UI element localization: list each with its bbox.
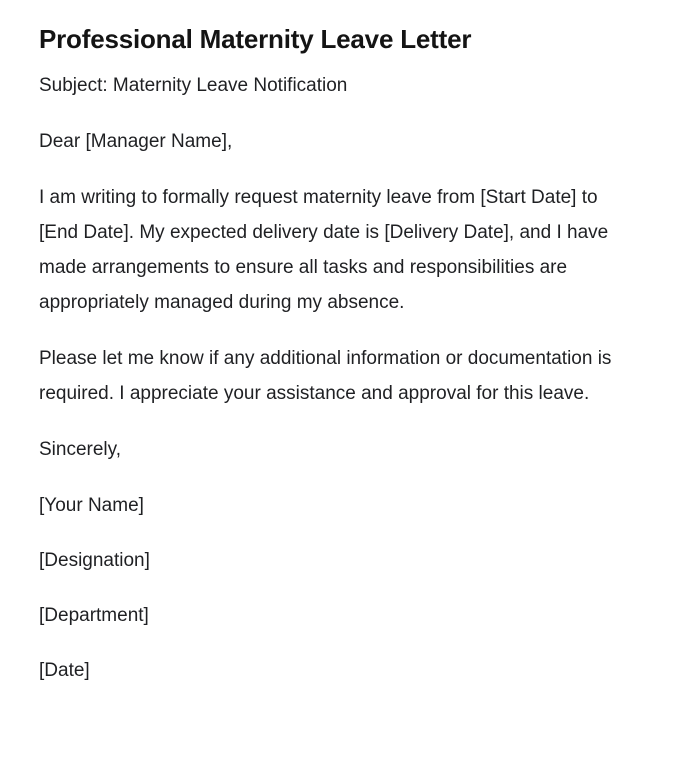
subject-line: Subject: Maternity Leave Notification: [39, 75, 348, 96]
signature-designation: [Designation]: [39, 550, 150, 571]
body-paragraph-2: Please let me know if any additional information or documentation is required. I appreciate your assistance and approval for this leave.: [39, 348, 612, 404]
signature-department: [Department]: [39, 605, 149, 626]
body-paragraph-1: I am writing to formally request maternity leave from [Start Date] to [End Date]. My expected delivery date is [Delivery Date], and I have made arrangements to ensure all tasks and responsibilities are appropriately managed during my absence.: [39, 187, 609, 313]
signature-name: [Your Name]: [39, 495, 144, 516]
letter-body: [39, 68, 640, 688]
page-title: Professional Maternity Leave Letter: [39, 24, 472, 54]
salutation-line: Dear [Manager Name],: [39, 131, 233, 152]
signature-date: [Date]: [39, 660, 90, 681]
closing-line: Sincerely,: [39, 439, 122, 460]
